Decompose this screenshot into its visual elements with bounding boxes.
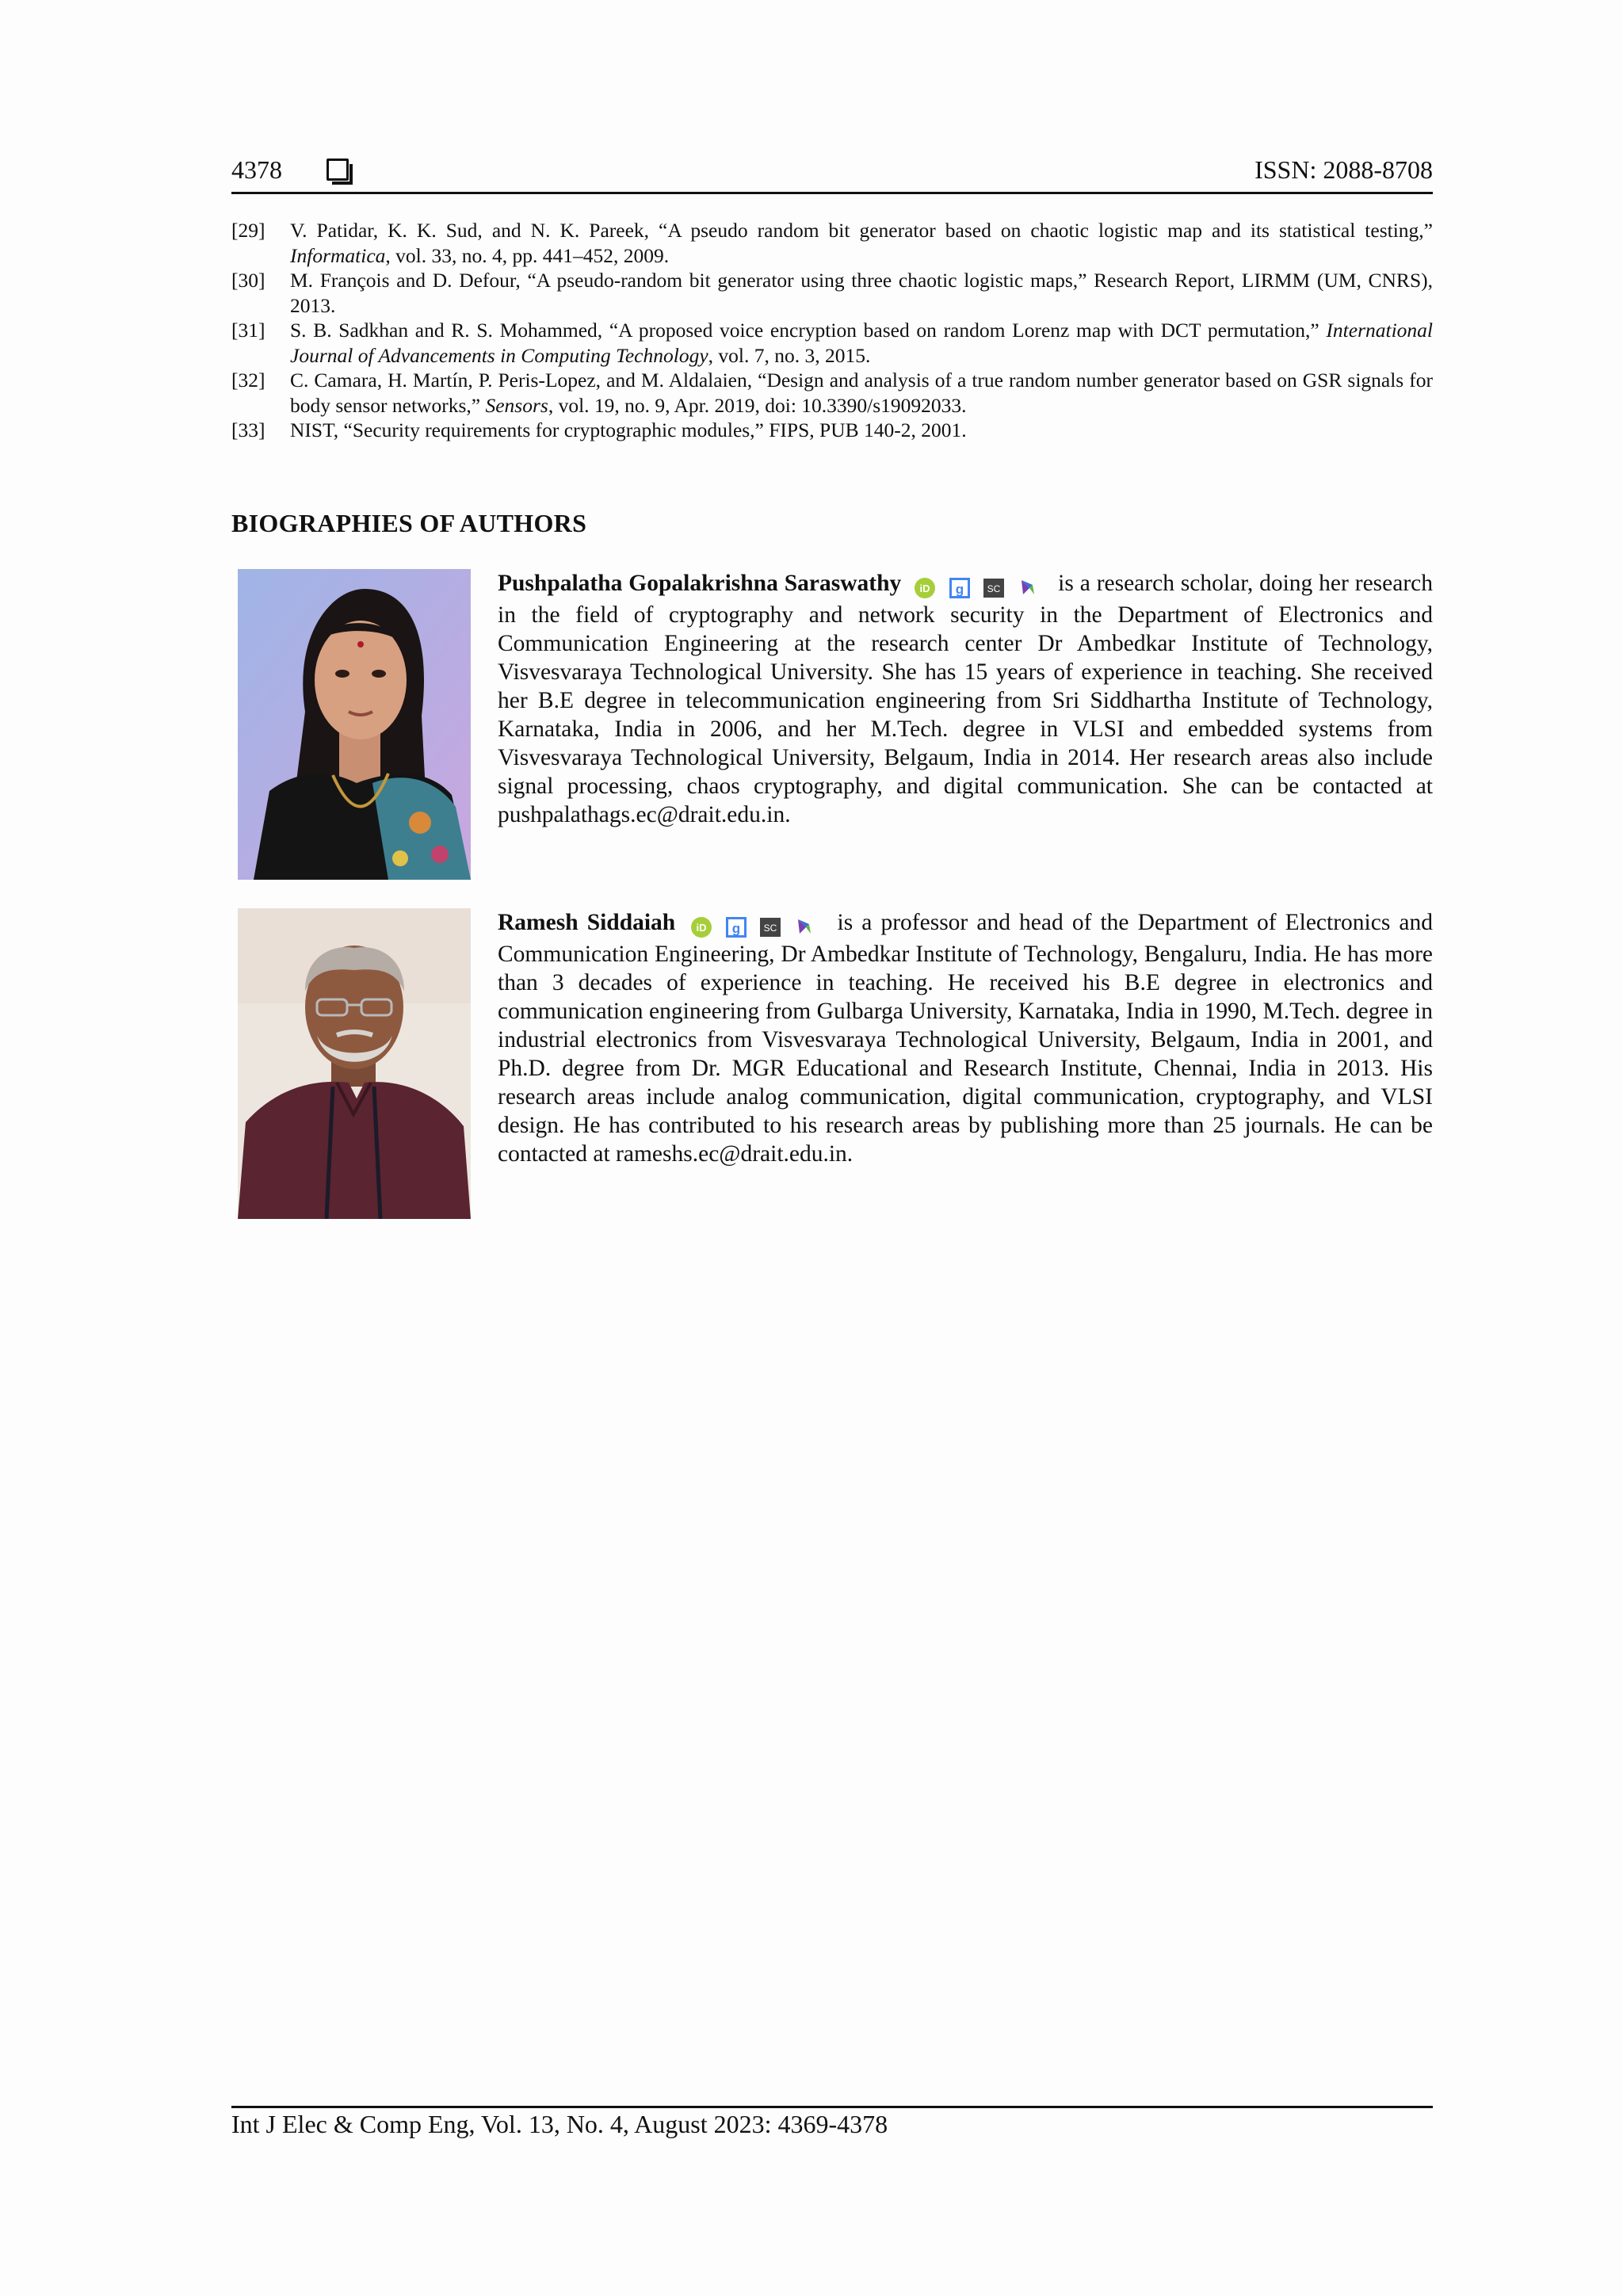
author-bio-text: is a professor and head of the Department of Electronics and Communication Engineering, Dr Ambedkar Institute of Technology, Bengaluru, India. He has more than 3 decades of experience in teaching. He received his B.E degree in electronics and communication engineering from Gulbarga University, Karnataka, India in 1990, M.Tech. degree in industrial electronics from Visvesvaraya Technological University, Belgaum, India in 2001, and Ph.D. degree from Dr. MGR Educational and Research Institute, Chennai, India in 2013. His research areas include analog communication, digital communication, cryptography, and VLSI design. He has contributed to his research areas by publishing more than 25 journals. He can be contacted at rameshs.ec@drait.edu.in. <box>498 910 1433 1167</box>
google-scholar-icon[interactable] <box>949 577 971 599</box>
svg-text:iD: iD <box>696 922 707 934</box>
svg-text:g: g <box>731 921 740 937</box>
square-bullet-icon <box>327 159 349 181</box>
page-header <box>231 154 1433 193</box>
scopus-icon[interactable] <box>983 577 1005 599</box>
page-number: 4378 <box>231 155 282 184</box>
reference-text: V. Patidar, K. K. Sud, and N. K. Pareek, “A pseudo random bit generator based on chaotic logistic map and its statistical testing,” <box>290 219 1433 242</box>
google-scholar-icon[interactable] <box>725 916 747 938</box>
header-rule <box>231 192 1433 194</box>
scopus-icon[interactable] <box>759 916 781 938</box>
reference-details: , vol. 19, no. 9, Apr. 2019, doi: 10.3390/s19092033. <box>548 393 967 417</box>
issn: ISSN: 2088-8708 <box>1254 155 1433 184</box>
reference-number: [32] <box>231 369 265 392</box>
reference-list <box>231 218 1433 443</box>
author-bio-text: is a research scholar, doing her research in the field of cryptography and network security in the Department of Electronics and Communication Engineering at the research center Dr Ambedkar Institute of Technology, Visvesvaraya Technological University. She has 15 years of experience in teaching. She received her B.E degree in telecommunication engineering from Sri Siddhartha Institute of Technology, Karnataka, India in 2006, and her M.Tech. degree in VLSI and embedded systems from Visvesvaraya Technological University, Belgaum, India in 2014. Her research areas also include signal processing, chaos cryptography, and digital communication. She can be contacted at pushpalathags.ec@drait.edu.in. <box>498 571 1433 827</box>
reference-item <box>231 418 1433 443</box>
reference-item <box>231 268 1433 318</box>
author-bio <box>498 908 1433 1168</box>
reference-text: M. François and D. Defour, “A pseudo-random bit generator using three chaotic logistic maps,” Research Report, LIRMM (UM, CNRS), 2013. <box>290 269 1433 317</box>
author-photo <box>238 908 471 1219</box>
author-name: Ramesh Siddaiah <box>498 910 676 935</box>
publons-icon[interactable] <box>793 916 815 938</box>
author-bio <box>498 569 1433 829</box>
reference-journal: International Journal of Advancements in Computing Technology <box>290 319 1433 367</box>
reference-details: , vol. 33, no. 4, pp. 441–452, 2009. <box>385 243 670 267</box>
reference-text: C. Camara, H. Martín, P. Peris-Lopez, and M. Aldalaien, “Design and analysis of a true random number generator based on GSR signals for body sensor networks,” <box>290 369 1433 417</box>
reference-item <box>231 368 1433 418</box>
publons-icon[interactable] <box>1017 577 1039 599</box>
reference-journal: Informatica <box>290 243 386 267</box>
reference-number: [33] <box>231 418 265 441</box>
svg-text:SC: SC <box>763 923 777 934</box>
reference-details: , vol. 7, no. 3, 2015. <box>708 343 871 367</box>
svg-text:iD: iD <box>919 583 930 595</box>
section-heading: BIOGRAPHIES OF AUTHORS <box>231 509 587 537</box>
svg-text:SC: SC <box>987 583 1001 595</box>
reference-number: [29] <box>231 219 265 242</box>
author-name: Pushpalatha Gopalakrishna Saraswathy <box>498 571 902 596</box>
footer-rule <box>231 2106 1433 2108</box>
orcid-icon[interactable] <box>690 916 712 938</box>
author-photo <box>238 569 471 880</box>
reference-journal: Sensors <box>485 393 548 417</box>
author-profile-links <box>914 572 1045 601</box>
page-footer: Int J Elec & Comp Eng, Vol. 13, No. 4, August 2023: 4369-4378 <box>231 2110 888 2138</box>
reference-text: S. B. Sadkhan and R. S. Mohammed, “A proposed voice encryption based on random Lorenz map with DCT permutation,” <box>290 319 1327 342</box>
orcid-icon[interactable] <box>914 577 936 599</box>
reference-number: [31] <box>231 319 265 342</box>
reference-number: [30] <box>231 269 265 292</box>
reference-text: NIST, “Security requirements for cryptographic modules,” FIPS, PUB 140-2, 2001. <box>290 418 967 441</box>
reference-item <box>231 218 1433 268</box>
svg-text:g: g <box>955 582 964 598</box>
reference-item <box>231 318 1433 368</box>
author-profile-links <box>690 911 822 940</box>
